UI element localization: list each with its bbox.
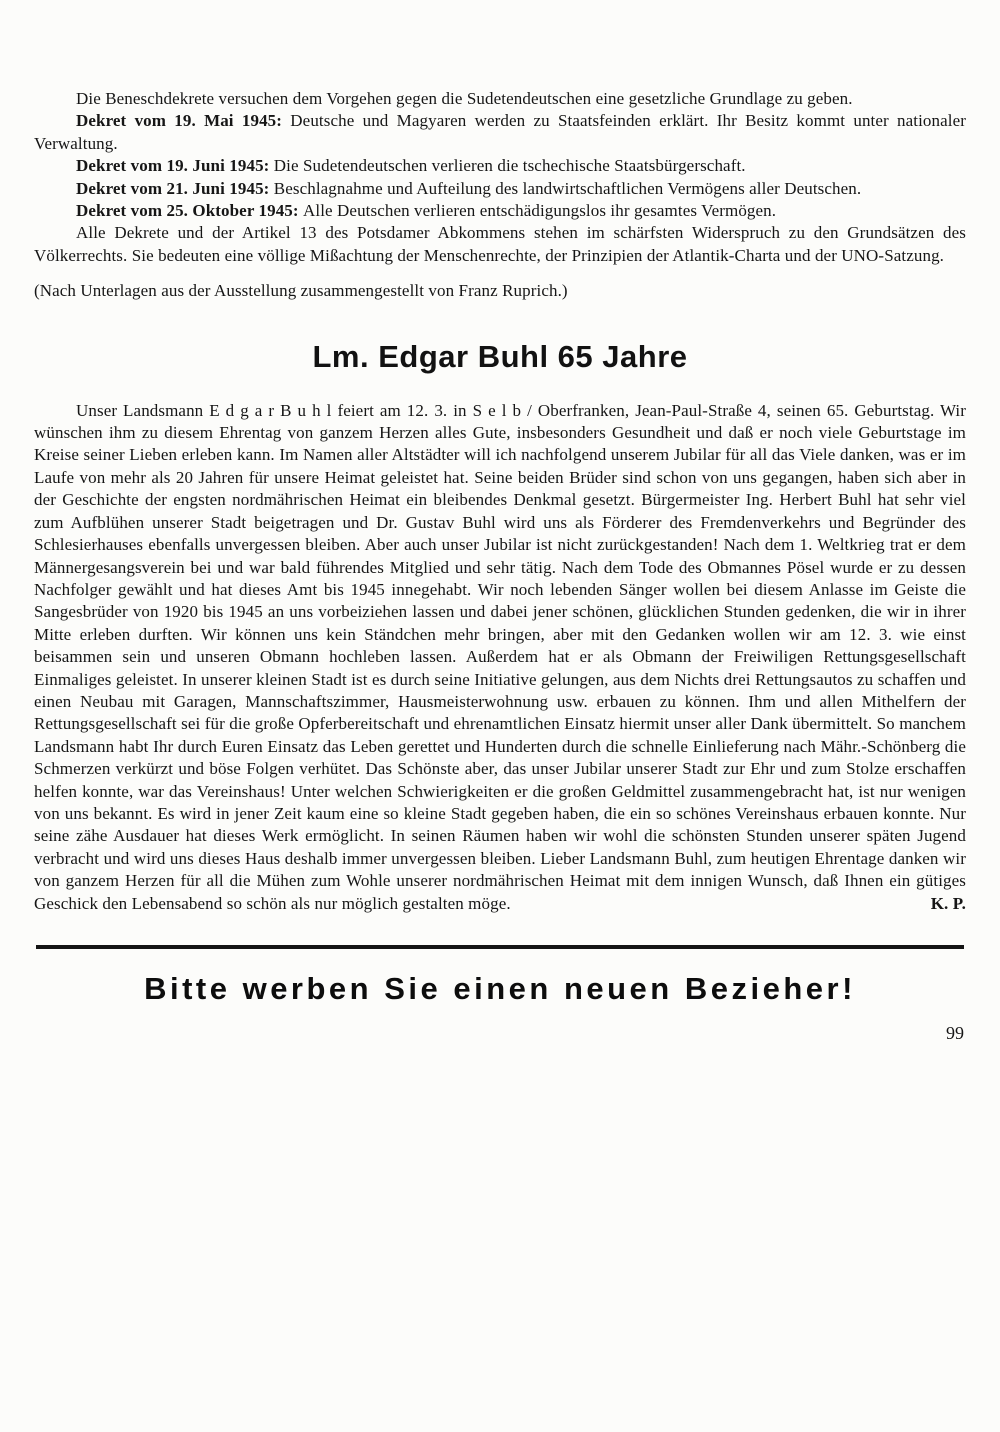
article-body-paragraph bbox=[34, 400, 966, 915]
decree-text: Alle Deutschen verlieren entschädigungslos ihr gesamtes Vermögen. bbox=[303, 201, 777, 221]
article-signature: K. P. bbox=[879, 893, 966, 915]
decree-date-label: Dekret vom 19. Mai 1945: bbox=[76, 111, 283, 131]
divider-rule bbox=[36, 945, 964, 949]
decree-date-label: Dekret vom 21. Juni 1945: bbox=[76, 178, 270, 198]
decree-paragraph bbox=[34, 178, 966, 200]
subscription-banner: Bitte werben Sie einen neuen Bezieher! bbox=[144, 971, 856, 1006]
article-body-text: Unser Landsmann E d g a r B u h l feiert am 12. 3. in S e l b / Oberfranken, Jean-Paul-Straße 4, seinen 65. Geburtstag. Wir wünschen ihm zu diesem Ehrentag von ganzem Herzen alles Gute, insbesonders Gesundheit und daß er noch viele Geburtstage im Kreise seiner Lieben erleben kann. Im Namen aller Altstädter will ich nachfolgend unserem Jubilar für all das Viele danken, was er im Laufe von mehr als 20 Jahren für unsere Heimat geleistet hat. Seine beiden Brüder sind schon von uns gegangen, haben sich aber in der Geschichte der engsten nordmährischen Heimat ein bleibendes Denkmal gesetzt. Bürgermeister Ing. Herbert Buhl hat sehr viel zum Aufblühen unserer Stadt beigetragen und Dr. Gustav Buhl wird uns als Förderer des Fremdenverkehrs und Begründer des Schlesierhauses ebenfalls unvergessen bleiben. Aber auch unser Jubilar ist nicht zurückgestanden! Nach dem 1. Weltkrieg trat er dem Männergesangsverein bei und war bald führendes Mitglied und sehr tätig. Nach dem Tode des Obmannes Pösel wurde er zu dessen Nachfolger gewählt und hat dieses Amt bis 1945 innegehabt. Wir noch lebenden Sänger wollen bei diesem Anlasse im Geiste die Sangesbrüder von 1920 bis 1945 an uns vorbeiziehen lassen und dabei jener schönen, glücklichen Stunden gedenken, die wir in ihrer Mitte erleben durften. Wir können uns kein Ständchen mehr bringen, aber mit den Gedanken wollen wir am 12. 3. wie einst beisammen sein und unseren Obmann hochleben lassen. Außerdem hat er als Obmann der Freiwiligen Rettungsgesellschaft Einmaliges geleistet. In unserer kleinen Stadt ist es durch seine Initiative gelungen, aus dem Nichts drei Rettungsautos zu schaffen und einen Neubau mit Garagen, Mannschaftszimmer, Hausmeisterwohnung usw. erbauen zu können. Ihm und allen Mithelfern der Rettungsgesellschaft sei für die große Opferbereitschaft und ehrenamtlichen Einsatz hiermit unser aller Dank übermittelt. So manchem Landsmann habt Ihr durch Euren Einsatz das Leben gerettet und Hunderten durch die schnelle Einlieferung nach Mähr.-Schönberg die Schmerzen verkürzt und böse Folgen verhütet. Das Schönste aber, das unser Jubilar unserer Stadt zur Ehr und zum Stolze erschaffen helfen konnte, war das Vereinshaus! Unter welchen Schwierigkeiten er die großen Geldmittel zusammengebracht hat, ist nur wenigen von uns bekannt. Es wird in jener Zeit kaum eine so kleine Stadt gegeben haben, die ein so schönes Vereinshaus erbauen konnte. Nur seine zähe Ausdauer hat dieses Werk ermöglicht. In seinen Räumen haben wir wohl die schönsten Stunden unserer späten Jugend verbracht und wird uns dieses Haus deshalb immer unvergessen bleiben. Lieber Landsmann Buhl, zum heutigen Ehrentage danken wir von ganzem Herzen für all die Mühen zum Wohle unserer nordmährischen Heimat mit dem innigen Wunsch, daß Ihnen ein gütiges Geschick den Lebensabend so schön als nur möglich gestalten möge. bbox=[34, 400, 966, 913]
decree-text: Beschlagnahme und Aufteilung des landwirtschaftlichen Vermögens aller Deutschen. bbox=[273, 178, 862, 198]
decree-date-label: Dekret vom 19. Juni 1945: bbox=[76, 156, 270, 176]
decree-paragraph bbox=[34, 110, 966, 155]
conclusion-paragraph bbox=[34, 222, 966, 267]
decree-date-label: Dekret vom 25. Oktober 1945: bbox=[76, 201, 299, 221]
intro-text: Die Beneschdekrete versuchen dem Vorgehen gegen die Sudetendeutschen eine gesetzliche Grundlage zu geben. bbox=[76, 89, 853, 108]
decree-paragraph bbox=[34, 155, 966, 177]
page-number: 99 bbox=[946, 1023, 964, 1043]
intro-paragraph bbox=[34, 88, 966, 110]
decree-paragraph bbox=[34, 200, 966, 222]
decree-text: Die Sudetendeutschen verlieren die tschechische Staatsbürgerschaft. bbox=[273, 156, 746, 176]
credit-line: (Nach Unterlagen aus der Ausstellung zusammengestellt von Franz Ruprich.) bbox=[34, 281, 568, 301]
article-title: Lm. Edgar Buhl 65 Jahre bbox=[312, 338, 688, 374]
conclusion-text: Alle Dekrete und der Artikel 13 des Potsdamer Abkommens stehen im schärfsten Widerspruch zu den Grundsätzen des Völkerrechts. Sie bedeuten eine völlige Mißachtung der Menschenrechte, der Prinzipien der Atlantik-Charta und der UNO-Satzung. bbox=[34, 223, 966, 265]
decree-text: Deutsche und Magyaren werden zu Staatsfeinden erklärt. Ihr Besitz kommt unter nationaler Verwaltung. bbox=[34, 111, 966, 153]
